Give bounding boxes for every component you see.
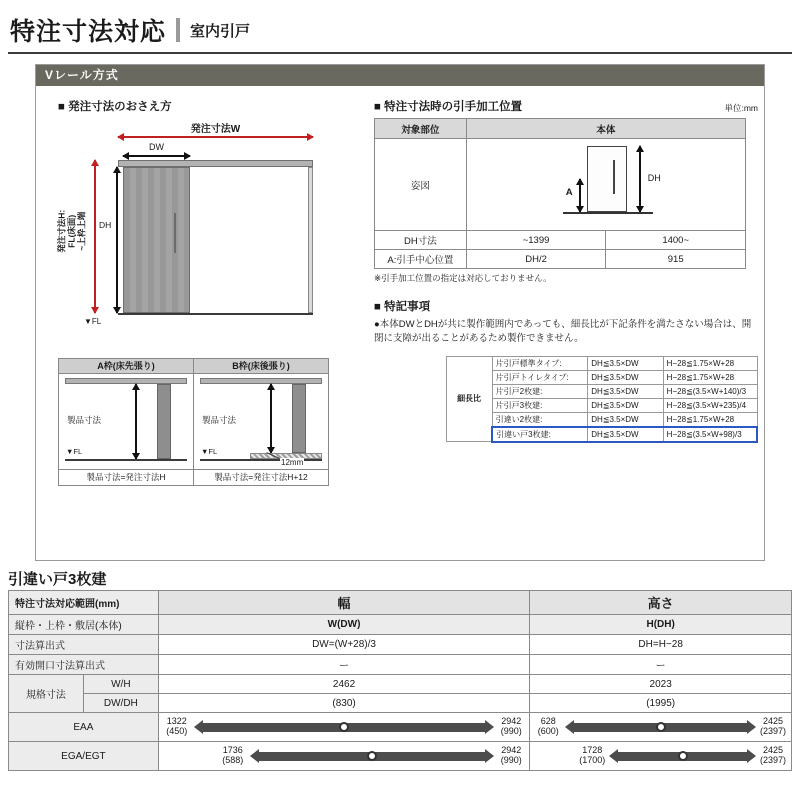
ratio-label: 細長比 bbox=[447, 356, 493, 442]
frame-b-diagram bbox=[194, 374, 328, 469]
frame-a-panel bbox=[58, 358, 194, 486]
fl-marker: ▼FL bbox=[66, 447, 83, 456]
range-bar bbox=[617, 752, 748, 761]
door-section bbox=[157, 384, 171, 459]
range-min: 1322 (450) bbox=[166, 716, 188, 736]
floor-line bbox=[65, 459, 187, 461]
range-max: 2425 (2397) bbox=[759, 745, 786, 765]
door-panel bbox=[123, 167, 190, 313]
frame-row: 縦枠・上枠・敷居(本体) W(DW) H(DH) bbox=[9, 615, 792, 635]
floor-line bbox=[563, 212, 653, 214]
ratio-row-highlighted: 引違い戸3枚建: DH≦3.5×DW H−28≦(3.5×W+98)/3 bbox=[447, 427, 758, 442]
section2-title: 引違い戸3枚建 bbox=[8, 571, 107, 588]
frame-b-formula: 製品寸法=発注寸法H+12 bbox=[194, 469, 328, 485]
right-column bbox=[374, 98, 758, 443]
dh-label: DH bbox=[99, 220, 112, 230]
dw-label: DW bbox=[149, 142, 164, 152]
frame-a-formula: 製品寸法=発注寸法H bbox=[59, 469, 193, 485]
standard-wh-row: 規格寸法 W/H 2462 2023 bbox=[9, 675, 792, 694]
floor-line bbox=[118, 313, 313, 315]
fl-marker: ▼FL bbox=[84, 317, 102, 326]
frame-a-title: A枠(床先張り) bbox=[59, 359, 193, 374]
range-min: 628 (600) bbox=[537, 716, 559, 736]
ratio-row: 片引戸トイレタイプ: DH≦3.5×DW H−28≦1.75×W+28 bbox=[447, 370, 758, 384]
door-outline bbox=[587, 146, 627, 212]
vrail-section-label: Vレール方式 bbox=[36, 65, 764, 86]
range-bar bbox=[202, 723, 486, 732]
ratio-row: 引違い2枚建: DH≦3.5×DW H−28≦1.75×W+28 bbox=[447, 412, 758, 427]
range-max: 2425 (2397) bbox=[759, 716, 786, 736]
range-midpoint-dot bbox=[367, 751, 377, 761]
special-notes-text: ●本体DWとDHが共に製作範囲内であっても、細長比が下記条件を満たさない場合は、開閉に支障が出ることがあるため製作できません。 bbox=[374, 319, 752, 344]
door-handle-groove bbox=[174, 213, 176, 253]
page-subtitle: 室内引戸 bbox=[190, 22, 251, 40]
gap-12mm-label: 12mm bbox=[281, 458, 304, 467]
dh-label: DH bbox=[647, 172, 661, 183]
ratio-row: 細長比 片引戸標準タイプ: DH≦3.5×DW H−28≦1.75×W+28 bbox=[447, 356, 758, 370]
range-max: 2942 (990) bbox=[500, 745, 522, 765]
dh-arrow bbox=[116, 167, 118, 313]
special-notes-heading: ■ 特記事項 bbox=[374, 301, 431, 313]
dh-range-1: ~1399 bbox=[466, 231, 606, 250]
vrail-body bbox=[36, 86, 764, 560]
vrail-section bbox=[35, 64, 765, 561]
order-dimension-diagram bbox=[58, 120, 320, 338]
standard-dim-label: 規格寸法 bbox=[9, 675, 84, 713]
range-row-eaa bbox=[9, 713, 792, 742]
right-jamb bbox=[308, 167, 313, 313]
table-header-row bbox=[9, 591, 792, 615]
a-value-1: DH/2 bbox=[466, 250, 606, 269]
page-header bbox=[10, 12, 250, 48]
dh-row-label: DH寸法 bbox=[375, 231, 467, 250]
width-column-header: 幅 bbox=[158, 591, 529, 615]
a-row-label: A:引手中心位置 bbox=[375, 250, 467, 269]
handle-groove bbox=[613, 160, 615, 194]
order-width-label: 発注寸法W bbox=[190, 124, 241, 135]
frame-b-title: B枠(床後張り) bbox=[194, 359, 328, 374]
opening-formula-row: 有効開口寸法算出式 ー ー bbox=[9, 655, 792, 675]
formula-row: 寸法算出式 DW=(W+28)/3 DH=H−28 bbox=[9, 635, 792, 655]
slenderness-ratio-table bbox=[446, 356, 758, 443]
dh-range-2: 1400~ bbox=[606, 231, 746, 250]
unit-label: 単位:mm bbox=[724, 103, 758, 113]
door-section bbox=[292, 384, 306, 453]
dimension-range-table bbox=[8, 590, 792, 771]
range-bar bbox=[258, 752, 486, 761]
frame-a-diagram bbox=[59, 374, 193, 469]
header-rule bbox=[8, 52, 792, 54]
a-value-2: 915 bbox=[606, 250, 746, 269]
range-min: 1736 (588) bbox=[222, 745, 244, 765]
height-column-header: 高さ bbox=[530, 591, 792, 615]
product-dim-arrow bbox=[135, 384, 137, 459]
title-divider bbox=[176, 18, 180, 42]
fl-marker: ▼FL bbox=[201, 447, 218, 456]
range-row-ega-egt bbox=[9, 742, 792, 771]
figure-cell bbox=[466, 139, 745, 231]
product-dim-label: 製品寸法 bbox=[202, 415, 237, 425]
order-dim-heading: ■ 発注寸法のおさえ方 bbox=[58, 101, 172, 113]
range-midpoint-dot bbox=[339, 722, 349, 732]
handle-figure bbox=[467, 140, 745, 230]
range-min: 1728 (1700) bbox=[579, 745, 606, 765]
order-height-label: 発注寸法H: FL(床面) ~上枠上端 bbox=[56, 209, 88, 253]
product-dim-arrow bbox=[270, 384, 272, 453]
figure-row-label: 姿図 bbox=[375, 139, 467, 231]
eaa-height-range bbox=[530, 713, 792, 742]
col-part-header: 対象部位 bbox=[375, 119, 467, 139]
a-label: A bbox=[565, 186, 573, 198]
eaa-width-range bbox=[158, 713, 529, 742]
standard-dwdh-row: DW/DH (830) (1995) bbox=[9, 694, 792, 713]
range-header-label: 特注寸法対応範囲(mm) bbox=[9, 591, 159, 615]
dw-arrow bbox=[123, 155, 190, 157]
upper-frame-bar bbox=[118, 160, 313, 167]
series-label: EAA bbox=[9, 713, 159, 742]
range-midpoint-dot bbox=[678, 751, 688, 761]
handle-note: ※引手加工位置の指定は対応しておりません。 bbox=[374, 273, 552, 283]
range-bar bbox=[573, 723, 748, 732]
product-dim-label: 製品寸法 bbox=[67, 415, 102, 425]
frame-b-panel bbox=[193, 358, 329, 486]
handle-position-table bbox=[374, 118, 746, 269]
a-arrow bbox=[579, 179, 581, 212]
ratio-row: 片引戸2枚建: DH≦3.5×DW H−28≦(3.5×W+140)/3 bbox=[447, 384, 758, 398]
col-body-header: 本体 bbox=[466, 119, 745, 139]
series-label: EGA/EGT bbox=[9, 742, 159, 771]
handle-heading: ■ 特注寸法時の引手加工位置 bbox=[374, 101, 523, 113]
ega-height-range bbox=[530, 742, 792, 771]
range-max: 2942 (990) bbox=[500, 716, 522, 736]
order-width-arrow bbox=[118, 136, 313, 138]
dh-arrow bbox=[639, 146, 641, 212]
ega-width-range bbox=[158, 742, 529, 771]
range-midpoint-dot bbox=[656, 722, 666, 732]
ratio-row: 片引戸3枚建: DH≦3.5×DW H−28≦(3.5×W+235)/4 bbox=[447, 398, 758, 412]
order-height-arrow bbox=[94, 160, 96, 313]
frame-type-diagrams bbox=[58, 358, 329, 486]
page-title: 特注寸法対応 bbox=[10, 18, 167, 46]
